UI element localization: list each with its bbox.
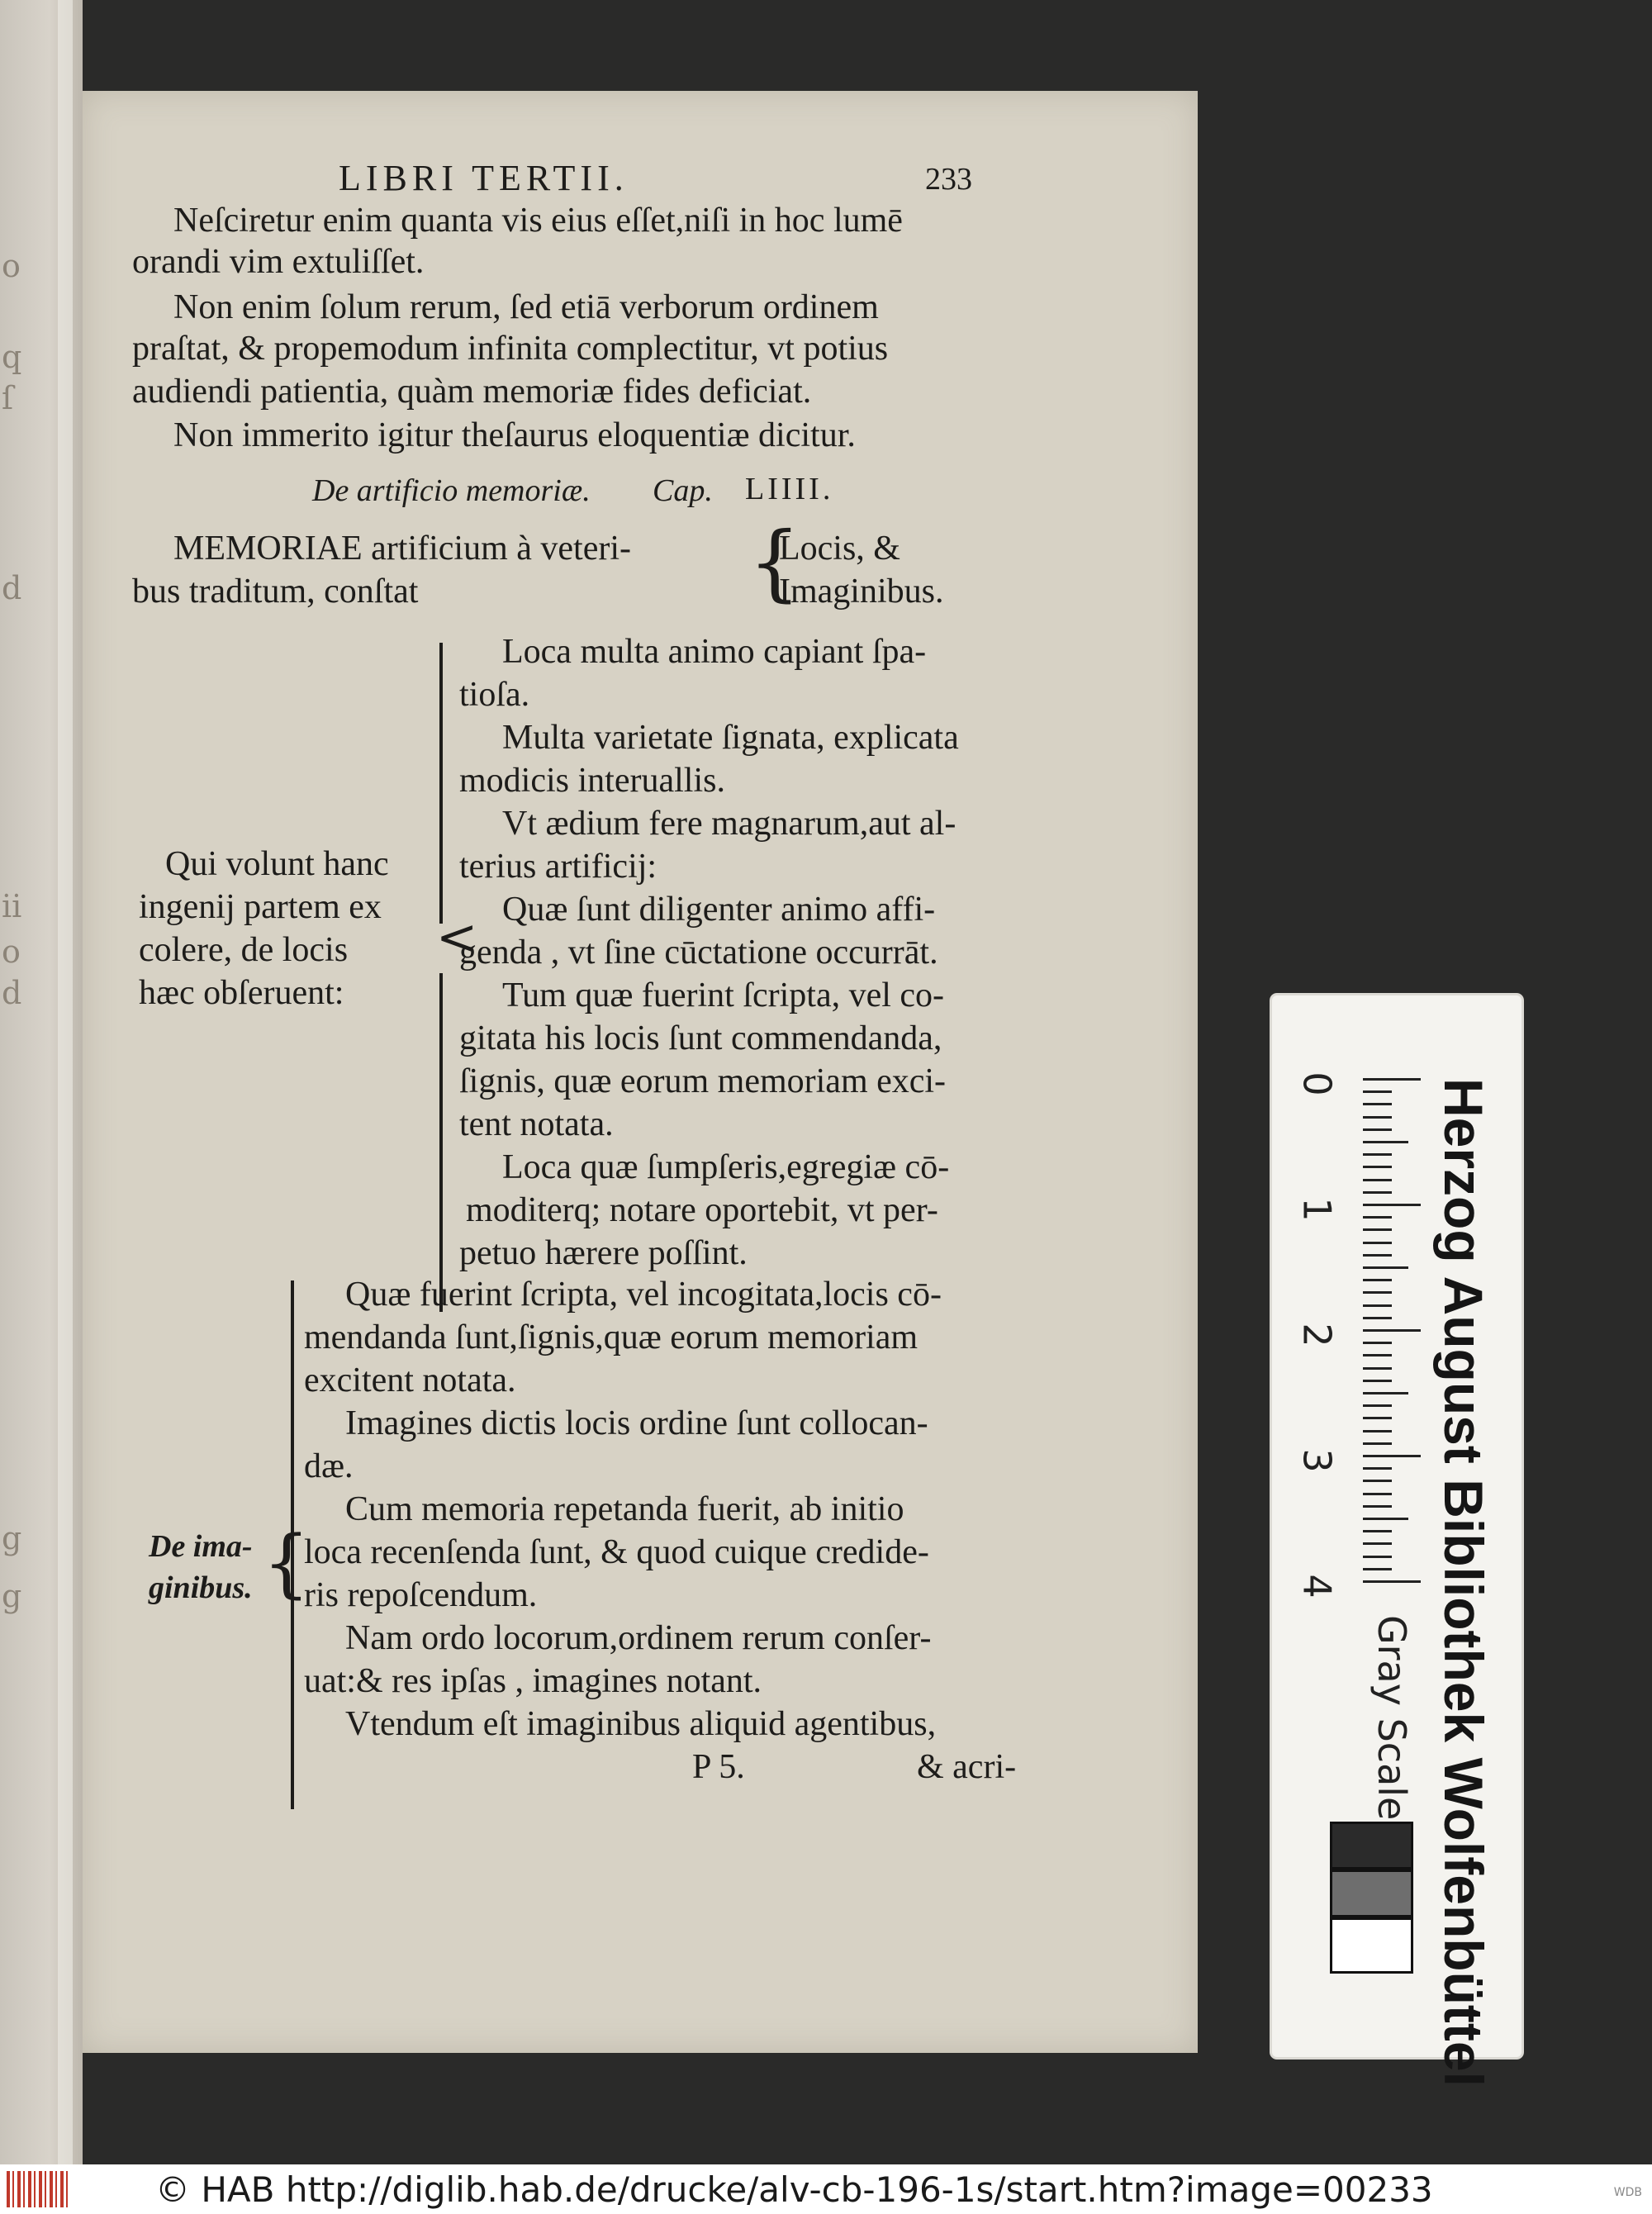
loci-label-line: Qui volunt hanc [165, 845, 389, 883]
ruler-tick [1363, 1442, 1392, 1445]
loci-item-line: tent notata. [459, 1105, 614, 1143]
loci-item-line: Tum quæ fuerint ſcripta, vel co- [502, 976, 945, 1014]
imagines-label-line: De ima- [149, 1529, 253, 1564]
imagines-item-line: Nam ordo locorum,ordinem rerum conſer- [345, 1619, 932, 1657]
loci-item-line: terius artificij: [459, 848, 657, 886]
imagines-item-line: Quæ fuerint ſcripta, vel incogitata,locis cō- [345, 1276, 942, 1314]
chapter-cap-label: Cap. [653, 473, 713, 508]
ruler-tick [1363, 1116, 1392, 1119]
chapter-number: LIIII. [745, 472, 834, 506]
ruler-tick [1363, 1342, 1392, 1344]
ruler-tick [1363, 1103, 1392, 1105]
loci-item-line: Vt ædium fere magnarum,aut al- [502, 805, 957, 843]
footer-bar [0, 2164, 1652, 2214]
ruler-tick [1363, 1467, 1392, 1470]
loci-item-line: Quæ ſunt diligenter animo affi- [502, 891, 936, 929]
ghost-letter: g [2, 1578, 22, 1614]
text-line: orandi vim extuliſſet. [132, 243, 425, 281]
ruler-tick [1363, 1279, 1392, 1281]
barcode-icon [7, 2171, 71, 2207]
brace-line [439, 973, 443, 1312]
text-line: MEMORIAE artificium à veteri- [173, 530, 631, 568]
ruler-tick [1363, 1542, 1392, 1545]
ruler-tick [1363, 1216, 1392, 1219]
ruler-tick [1363, 1455, 1421, 1457]
loci-item-line: Loca multa animo capiant ſpa- [502, 633, 927, 671]
brace-tip: < [436, 909, 478, 967]
text-line: Neſciretur enim quanta vis eius eſſet,niſi in hoc lumē [173, 202, 903, 240]
imagines-item-line: dæ. [304, 1447, 354, 1485]
loci-item-line: tioſa. [459, 676, 530, 714]
running-head: LIBRI TERTII. [339, 158, 629, 198]
ruler-tick [1363, 1480, 1392, 1482]
ruler-tick [1363, 1166, 1392, 1168]
ghost-letter: o [2, 934, 21, 970]
ruler-tick [1363, 1291, 1392, 1294]
brace-line [439, 643, 443, 924]
book-page [83, 91, 1198, 2053]
ruler-tick [1363, 1128, 1392, 1131]
ruler-title: Herzog August Bibliothek Wolfenbüttel [1433, 1078, 1494, 2087]
text-line: Locis, & [779, 530, 900, 568]
loci-item-line: Multa varietate ſignata, explicata [502, 719, 959, 757]
imagines-item-line: excitent notata. [304, 1361, 516, 1399]
loci-item-line: genda , vt ſine cūctatione occurrāt. [459, 934, 938, 972]
ruler-tick [1363, 1317, 1392, 1319]
ruler-tick [1363, 1078, 1421, 1081]
loci-label-line: colere, de locis [139, 931, 349, 969]
imagines-item-line: Cum memoria repetanda fuerit, ab initio [345, 1490, 904, 1528]
ruler-tick [1363, 1392, 1408, 1394]
imagines-item-line: uat:& res ipſas , imagines notant. [304, 1662, 762, 1700]
footer-mark: WDB [1613, 2186, 1642, 2199]
loci-item-line: gitata his locis ſunt commendanda, [459, 1019, 942, 1057]
loci-label-line: hæc obſeruent: [139, 974, 344, 1012]
ruler-tick [1363, 1329, 1421, 1332]
imagines-item-line: Vtendum eſt imaginibus aliquid agentibus, [345, 1705, 937, 1743]
brace: { [748, 514, 801, 611]
ruler-tick [1363, 1090, 1392, 1093]
ruler-tick [1363, 1568, 1392, 1570]
ruler-tick [1363, 1254, 1392, 1257]
ruler-tick [1363, 1404, 1392, 1407]
ruler-tick [1363, 1304, 1392, 1307]
ruler-number: 3 [1294, 1448, 1340, 1473]
imagines-item-line: mendanda ſunt,ſignis,quæ eorum memoriam [304, 1318, 919, 1356]
text-line: Non enim ſolum rerum, ſed etiā verborum ordinem [173, 288, 879, 326]
catchword: & acri- [917, 1748, 1017, 1786]
copyright-credit: © HAB http://diglib.hab.de/drucke/alv-cb-196-1s/start.htm?image=00233 [155, 2169, 1433, 2210]
ruler-tick [1363, 1228, 1392, 1231]
ruler-tick [1363, 1242, 1392, 1244]
ruler-tick [1363, 1505, 1392, 1508]
ruler-tick [1363, 1580, 1421, 1583]
swatch-white [1330, 1917, 1413, 1974]
imagines-item-line: Imagines dictis locis ordine ſunt collocan- [345, 1404, 928, 1442]
brace: { [263, 1520, 311, 1607]
ghost-letter: ſ [2, 380, 14, 416]
ruler-tick [1363, 1266, 1408, 1269]
chapter-title: De artificio memoriæ. [312, 473, 591, 508]
page-gutter [58, 0, 73, 2164]
loci-item-line: modicis interuallis. [459, 762, 725, 800]
ruler-number: 4 [1294, 1574, 1340, 1599]
text-line: audiendi patientia, quàm memoriæ fides deficiat. [132, 373, 812, 411]
ruler-number: 2 [1294, 1323, 1340, 1347]
ruler-tick [1363, 1354, 1392, 1356]
ruler-tick [1363, 1430, 1392, 1432]
ghost-letter: g [2, 1520, 22, 1556]
ghost-letter: ii [2, 888, 22, 924]
signature-mark: P 5. [692, 1748, 745, 1786]
imagines-item-line: loca recenſenda ſunt, & quod cuique credide- [304, 1533, 929, 1571]
ruler-tick [1363, 1153, 1392, 1156]
ruler-tick [1363, 1191, 1392, 1194]
imagines-label-line: ginibus. [149, 1570, 253, 1605]
ghost-letter: d [2, 975, 22, 1011]
scale-ruler [1272, 995, 1521, 2087]
loci-item-line: moditerq; notare oportebit, vt per- [466, 1191, 938, 1229]
ruler-tick [1363, 1141, 1408, 1143]
page-number: 233 [925, 162, 972, 197]
ruler-tick [1363, 1367, 1392, 1370]
ruler-tick [1363, 1179, 1392, 1181]
ghost-letter: q [2, 339, 22, 375]
loci-label-line: ingenij partem ex [139, 888, 382, 926]
text-line: bus traditum, conſtat [132, 573, 419, 611]
loci-item-line: ſignis, quæ eorum memoriam exci- [459, 1062, 947, 1100]
ruler-number: 1 [1294, 1197, 1340, 1222]
text-line: Non immerito igitur theſaurus eloquentiæ dicitur. [173, 416, 856, 454]
ruler-tick [1363, 1518, 1408, 1520]
loci-item-line: petuo hærere poſſint. [459, 1234, 748, 1272]
facing-page-edge [0, 0, 83, 2164]
swatch-mid [1330, 1870, 1413, 1917]
ruler-tick [1363, 1417, 1392, 1419]
imagines-item-line: ris repoſcendum. [304, 1576, 538, 1614]
ruler-tick [1363, 1493, 1392, 1495]
ghost-letter: o [2, 248, 21, 284]
ruler-tick [1363, 1204, 1421, 1206]
ruler-tick [1363, 1530, 1392, 1532]
gray-scale-label: Gray Scale [1370, 1615, 1414, 1821]
loci-item-line: Loca quæ ſumpſeris,egregiæ cō- [502, 1148, 950, 1186]
ruler-tick [1363, 1380, 1392, 1382]
text-line: Imaginibus. [779, 573, 944, 611]
ruler-tick [1363, 1556, 1392, 1558]
ruler-number: 0 [1294, 1071, 1340, 1096]
swatch-dark [1330, 1822, 1413, 1870]
text-line: praſtat, & propemodum infinita complectitur, vt potius [132, 330, 889, 368]
ghost-letter: d [2, 570, 22, 606]
